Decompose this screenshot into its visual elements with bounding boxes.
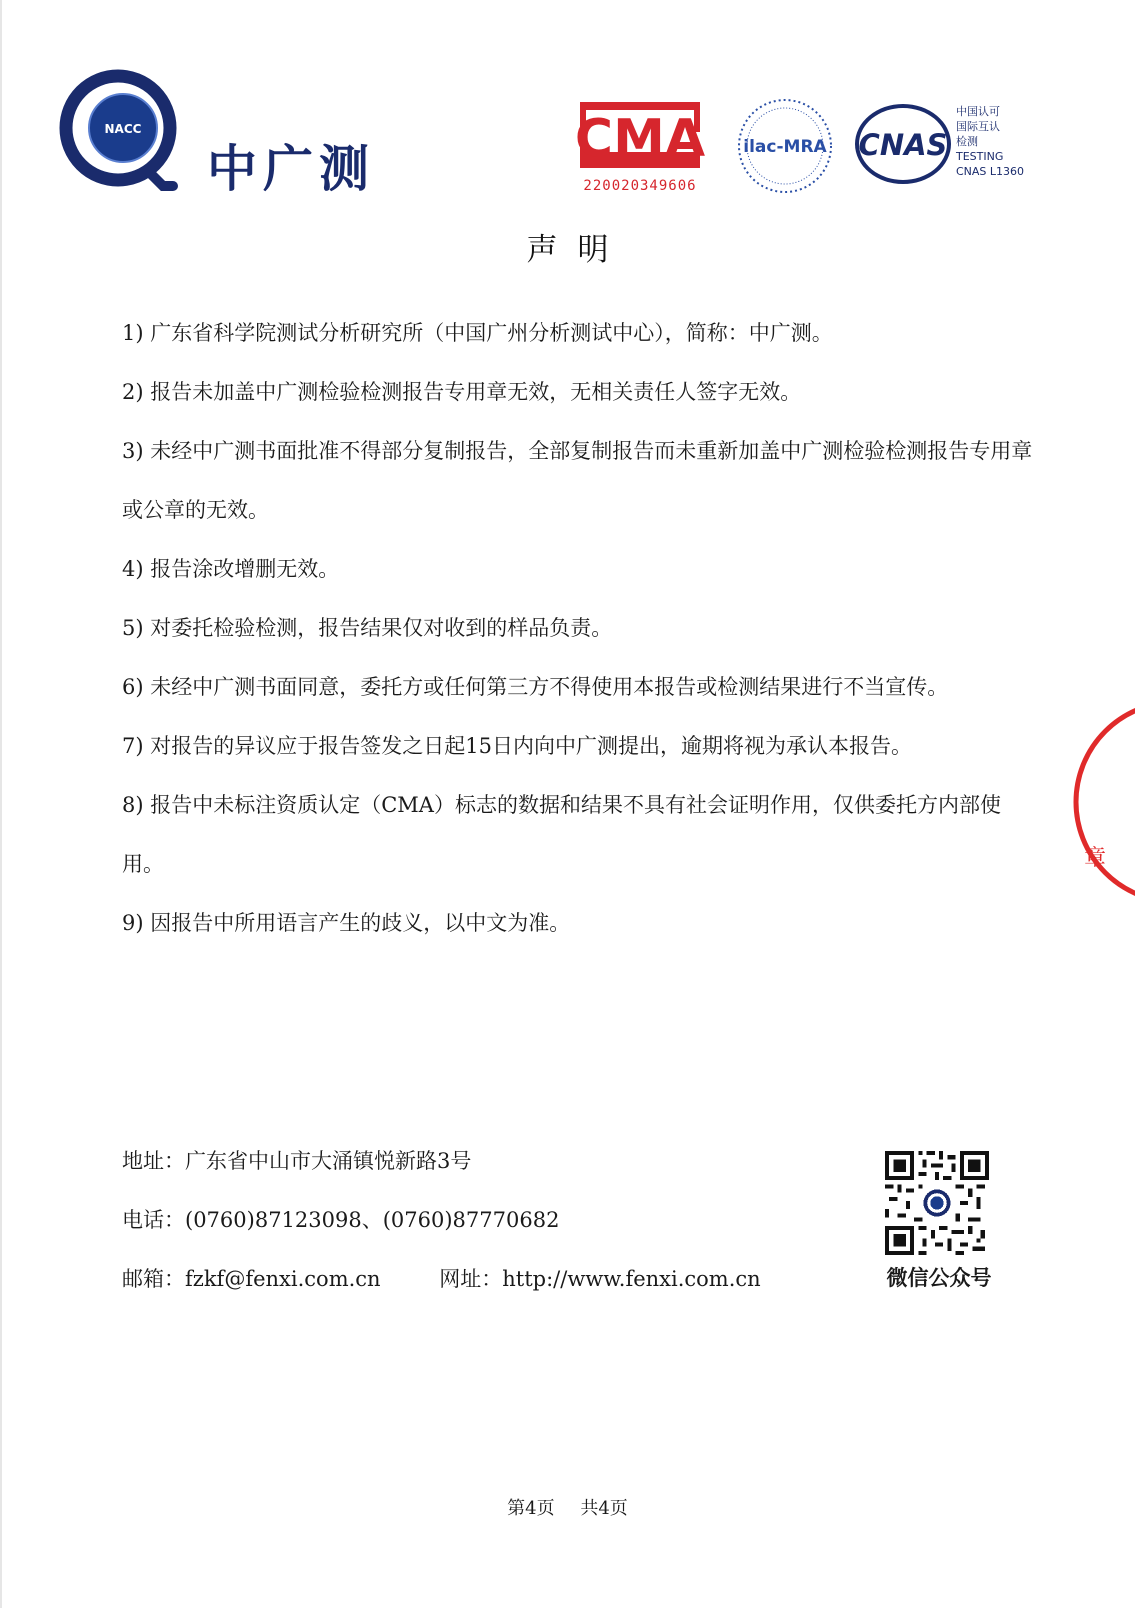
statement-item: 8) 报告中未标注资质认定（CMA）标志的数据和结果不具有社会证明作用，仅供委托方内部使用。 [122, 793, 1001, 876]
statement-item: 7) 对报告的异议应于报告签发之日起15日内向中广测提出，逾期将视为承认本报告。 [122, 734, 912, 758]
cnas-label: CNAS [858, 128, 948, 162]
wechat-label: 微信公众号 [886, 1266, 992, 1290]
page-current: 第4页 [507, 1498, 555, 1519]
page-number [0, 1494, 1135, 1520]
cnas-caption [956, 104, 1024, 179]
page-title: 声明 [526, 232, 629, 268]
cma-letters: CMA [574, 109, 706, 169]
phone-text: 电话：(0760)87123098、(0760)87770682 [122, 1208, 560, 1232]
ilac-mra-logo [735, 96, 835, 196]
statement-item: 4) 报告涂改增删无效。 [122, 557, 340, 581]
statement-item: 6) 未经中广测书面同意，委托方或任何第三方不得使用本报告或检测结果进行不当宣传。 [122, 675, 949, 699]
nacc-badge-text: NACC [104, 122, 142, 136]
email-text: 邮箱：fzkf@fenxi.com.cn [122, 1267, 381, 1291]
statement-item: 9) 因报告中所用语言产生的歧义，以中文为准。 [122, 911, 571, 935]
seal-text-2: 章 [1084, 846, 1107, 871]
cnas-caption-line: TESTING [956, 150, 1004, 163]
cnas-caption-line: CNAS L1360 [956, 165, 1025, 178]
statement-item: 5) 对委托检验检测，报告结果仅对收到的样品负责。 [122, 616, 613, 640]
official-seal [1068, 697, 1135, 907]
statement-item: 1) 广东省科学院测试分析研究所（中国广州分析测试中心），简称：中广测。 [122, 321, 833, 345]
cnas-caption-line: 检测 [956, 135, 978, 148]
seal-ring-icon [1076, 702, 1135, 902]
email-website-row [122, 1263, 761, 1293]
wechat-qr-code [885, 1151, 989, 1255]
nacc-logo [55, 66, 385, 196]
nacc-tail-icon [147, 170, 173, 186]
address-text: 地址：广东省中山市大涌镇悦新路3号 [122, 1149, 472, 1173]
page-total: 共4页 [580, 1498, 628, 1519]
cma-logo [570, 96, 710, 196]
phone [122, 1204, 559, 1234]
statement-item: 3) 未经中广测书面批准不得部分复制报告，全部复制报告而未重新加盖中广测检验检测报告专用章或公章的无效。 [122, 439, 1033, 522]
cnas-caption-line: 中国认可 [956, 105, 1000, 118]
cnas-logo [853, 102, 953, 186]
statement-item: 2) 报告未加盖中广测检验检测报告专用章无效，无相关责任人签字无效。 [122, 380, 802, 404]
website-link[interactable]: 网址：http://www.fenxi.com.cn [439, 1267, 761, 1291]
cma-number: 220020349606 [583, 178, 697, 194]
ilac-label: ilac-MRA [743, 137, 827, 157]
address [122, 1145, 471, 1175]
statement-list [122, 304, 1037, 953]
cnas-caption-line: 国际互认 [956, 120, 1000, 133]
brand-name: 中广测 [207, 140, 375, 196]
